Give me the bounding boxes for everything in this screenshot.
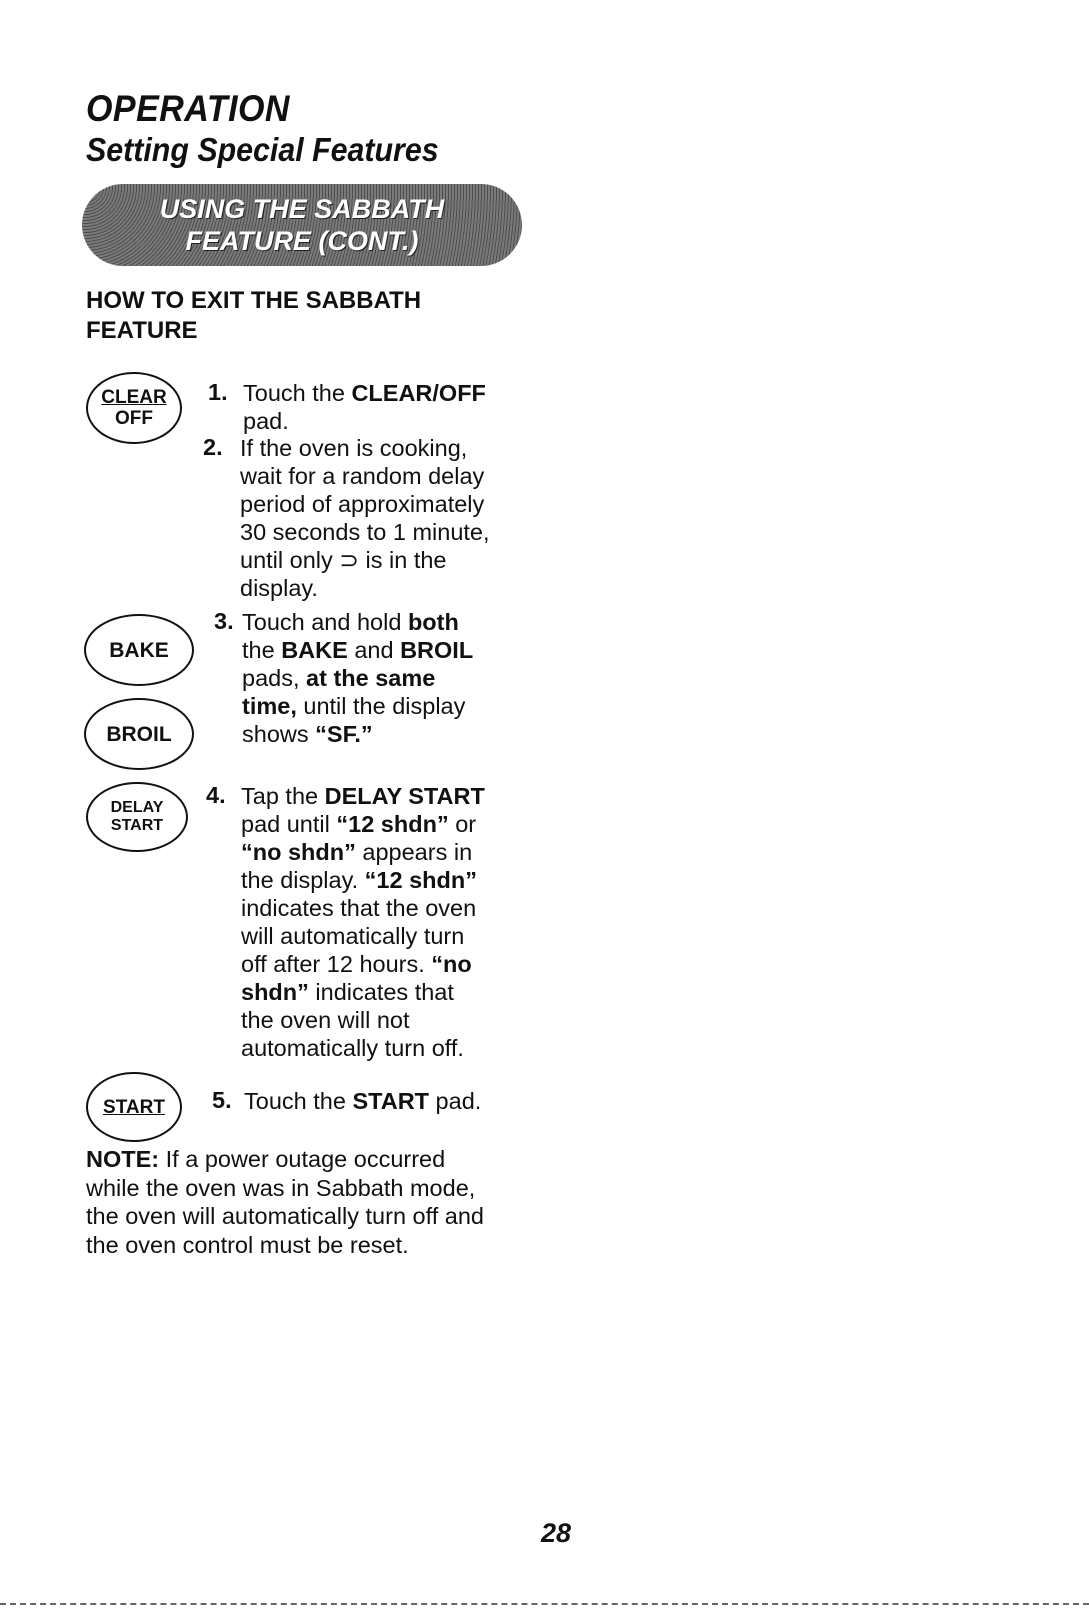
step-3-broil: BROIL [400, 637, 474, 663]
step-4-line-b3: or [448, 811, 477, 837]
step-2-line-e1: until only [240, 547, 340, 573]
note-paragraph [86, 1145, 546, 1259]
step-3-line-d2: until the display [296, 693, 466, 719]
step-4-12-shdn: “12 shdn” [336, 811, 449, 837]
broil-pad-label: BROIL [106, 722, 172, 746]
step-3-line-c1: pads, [242, 665, 307, 691]
note-line-4: the oven control must be reset. [86, 1231, 409, 1258]
step-3-time: time, [242, 693, 297, 719]
step-4-line-d1: the display. [241, 867, 365, 893]
step-1-text-a: Touch the [243, 380, 352, 406]
page-subtitle: Setting Special Features [86, 131, 439, 168]
banner-line-1: USING THE SABBATH [159, 194, 445, 224]
step-2-line-e2: is in the [358, 547, 447, 573]
step-1-text-c: pad. [243, 408, 289, 434]
step-4-line-a1: Tap the [241, 783, 325, 809]
step-2-line-d: 30 seconds to 1 minute, [240, 519, 490, 545]
step-5-line-a1: Touch the [244, 1088, 353, 1114]
note-line-1: If a power outage occurred [159, 1146, 446, 1172]
step-4-shdn: shdn” [241, 979, 309, 1005]
section-heading-line-2: FEATURE [86, 317, 198, 344]
section-heading-line-1: HOW TO EXIT THE SABBATH [86, 287, 422, 314]
bake-pad-label: BAKE [109, 638, 169, 662]
step-2-line-a: If the oven is cooking, [240, 435, 468, 461]
step-4-line-i: the oven will not [241, 1007, 410, 1033]
page-number: 28 [541, 1518, 572, 1548]
step-3-bake: BAKE [281, 637, 348, 663]
step-5-start: START [352, 1088, 430, 1114]
step-5-number: 5. [212, 1087, 232, 1113]
delay-pad-label: DELAY [110, 799, 164, 816]
step-1-text [243, 379, 563, 435]
step-3-both: both [407, 609, 459, 635]
step-4-12-shdn-2: “12 shdn” [364, 867, 477, 893]
step-4-line-g1: off after 12 hours. [241, 951, 432, 977]
step-1-number: 1. [208, 379, 228, 405]
section-banner [82, 184, 522, 266]
step-2-number: 2. [203, 434, 223, 460]
note-line-3: the oven will automatically turn off and [86, 1203, 484, 1230]
step-2-line-c: period of approximately [240, 491, 485, 517]
start-pad-label: START [103, 1096, 165, 1118]
step-4-line-c2: appears in [355, 839, 473, 865]
step-3-line-a1: Touch and hold [242, 609, 408, 635]
step-2-line-b: wait for a random delay [240, 463, 485, 489]
step-4-text [241, 782, 571, 1062]
step-3-at-same: at the same [306, 665, 436, 691]
delay-start-pad-label: START [110, 817, 164, 834]
step-4-line-b1: pad until [241, 811, 337, 837]
page-edge-divider [0, 1603, 1089, 1605]
delay-start-pad-icon [86, 782, 188, 852]
off-pad-label: OFF [115, 408, 153, 429]
step-4-line-f: will automatically turn [241, 923, 465, 949]
step-3-line-b3: and [347, 637, 401, 663]
step-4-line-e: indicates that the oven [241, 895, 477, 921]
bake-pad-icon [84, 614, 194, 686]
step-3-sf: “SF.” [315, 721, 373, 747]
broil-pad-icon [84, 698, 194, 770]
section-heading [86, 286, 506, 346]
step-3-line-b1: the [242, 637, 282, 663]
clear-pad-label: CLEAR [101, 387, 167, 408]
step-4-line-h2: indicates that [308, 979, 454, 1005]
step-4-no-shdn: “no shdn” [241, 839, 356, 865]
step-5-text [244, 1087, 564, 1115]
step-2-text [240, 434, 560, 602]
start-pad-icon [86, 1072, 182, 1142]
sabbath-symbol-icon: ⊃ [339, 547, 359, 573]
page-title: OPERATION [86, 88, 290, 129]
step-3-text [242, 608, 562, 748]
step-3-line-e1: shows [242, 721, 316, 747]
step-2-line-f: display. [240, 575, 318, 601]
step-4-delay-start: DELAY START [324, 783, 485, 809]
clear-off-pad-icon [86, 372, 182, 444]
step-1-clear-off: CLEAR/OFF [351, 380, 486, 406]
banner-line-2: FEATURE (CONT.) [185, 226, 419, 256]
step-4-no: “no [431, 951, 472, 977]
note-line-2: while the oven was in Sabbath mode, [86, 1174, 476, 1201]
step-4-number: 4. [206, 782, 226, 808]
step-4-line-j: automatically turn off. [241, 1035, 464, 1061]
note-label: NOTE: [86, 1146, 160, 1172]
step-3-number: 3. [214, 608, 234, 634]
step-5-line-a3: pad. [429, 1088, 482, 1114]
